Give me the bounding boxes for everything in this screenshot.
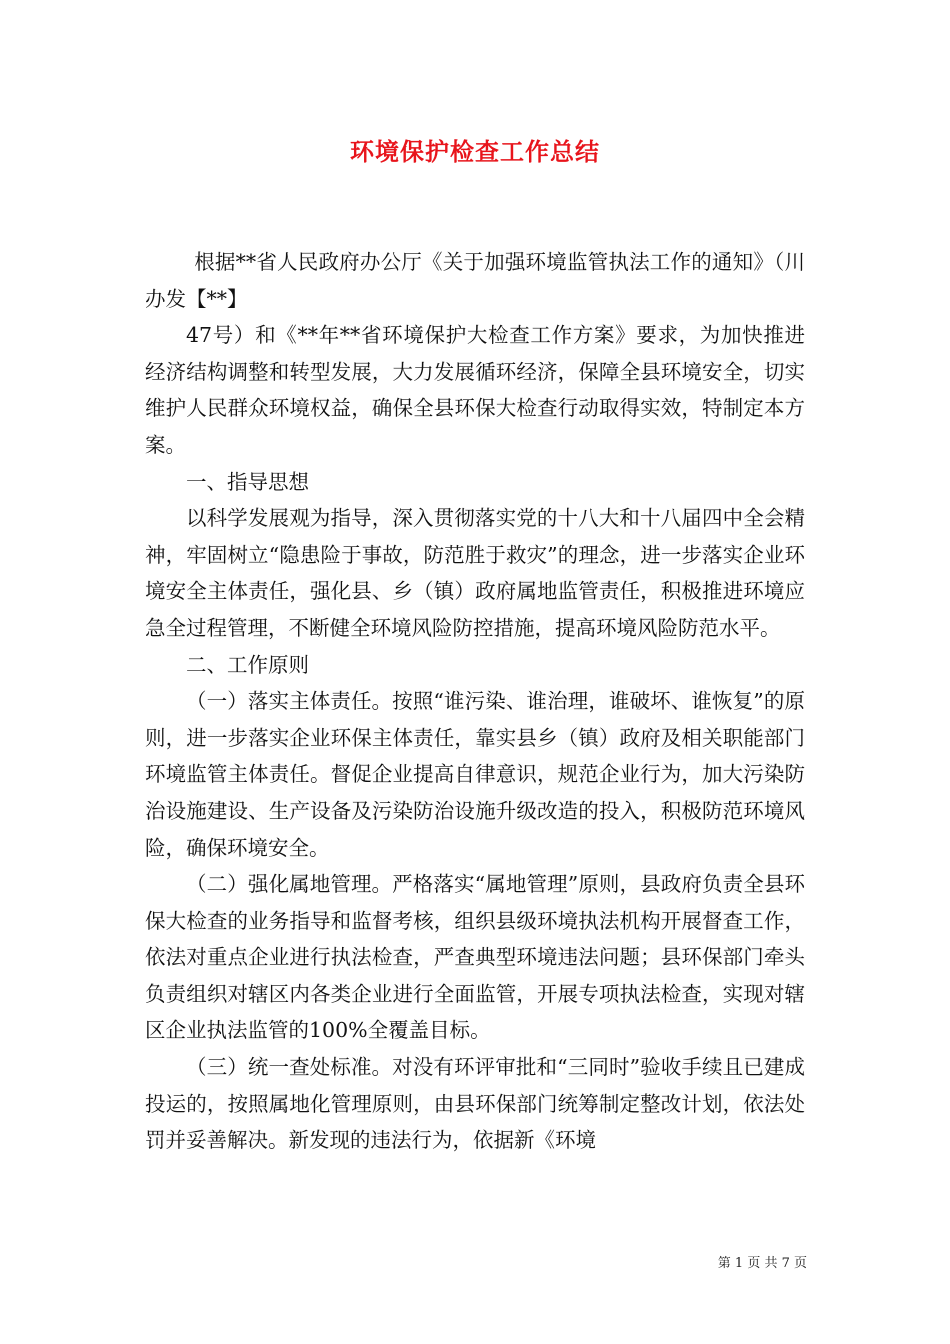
- heading-work-principles: 二、工作原则: [186, 652, 309, 677]
- paragraph-principle-2: （二）强化属地管理。严格落实“属地管理”原则，县政府负责全县环保大检查的业务指导和监督考核，组织县级环境执法机构开展督查工作，依法对重点企业进行执法检查，严查典型环境违法问题；县环保部门牵头负责组织对辖区内各类企业进行全面监管，开展专项执法检查，实现对辖区企业执法监管的100%全覆盖目标。: [145, 872, 805, 1043]
- document-body: [145, 244, 805, 1159]
- heading-guiding-thought: 一、指导思想: [186, 469, 309, 494]
- paragraph-intro-1: 根据**省人民政府办公厅《关于加强环境监管执法工作的通知》（川办发【**】: [145, 250, 805, 311]
- paragraph-principle-1: （一）落实主体责任。按照“谁污染、谁治理，谁破坏、谁恢复”的原则，进一步落实企业环保主体责任，靠实县乡（镇）政府及相关职能部门环境监管主体责任。督促企业提高自律意识，规范企业行为，加大污染防治设施建设、生产设备及污染防治设施升级改造的投入，积极防范环境风险，确保环境安全。: [145, 689, 805, 860]
- document-title: 环境保护检查工作总结: [350, 138, 600, 166]
- paragraph-guiding-thought: 以科学发展观为指导，深入贯彻落实党的十八大和十八届四中全会精神，牢固树立“隐患险于事故，防范胜于救灾”的理念，进一步落实企业环境安全主体责任，强化县、乡（镇）政府属地监管责任，积极推进环境应急全过程管理，不断健全环境风险防控措施，提高环境风险防范水平。: [145, 506, 805, 640]
- paragraph-intro-2: 47号）和《**年**省环境保护大检查工作方案》要求，为加快推进经济结构调整和转型发展，大力发展循环经济，保障全县环境安全，切实维护人民群众环境权益，确保全县环保大检查行动取得实效，特制定本方案。: [145, 323, 805, 457]
- paragraph-principle-3: （三）统一查处标准。对没有环评审批和“三同时”验收手续且已建成投运的，按照属地化管理原则，由县环保部门统筹制定整改计划，依法处罚并妥善解决。新发现的违法行为，依据新《环境: [145, 1055, 805, 1153]
- page-footer: 第 1 页 共 7 页: [717, 1256, 807, 1271]
